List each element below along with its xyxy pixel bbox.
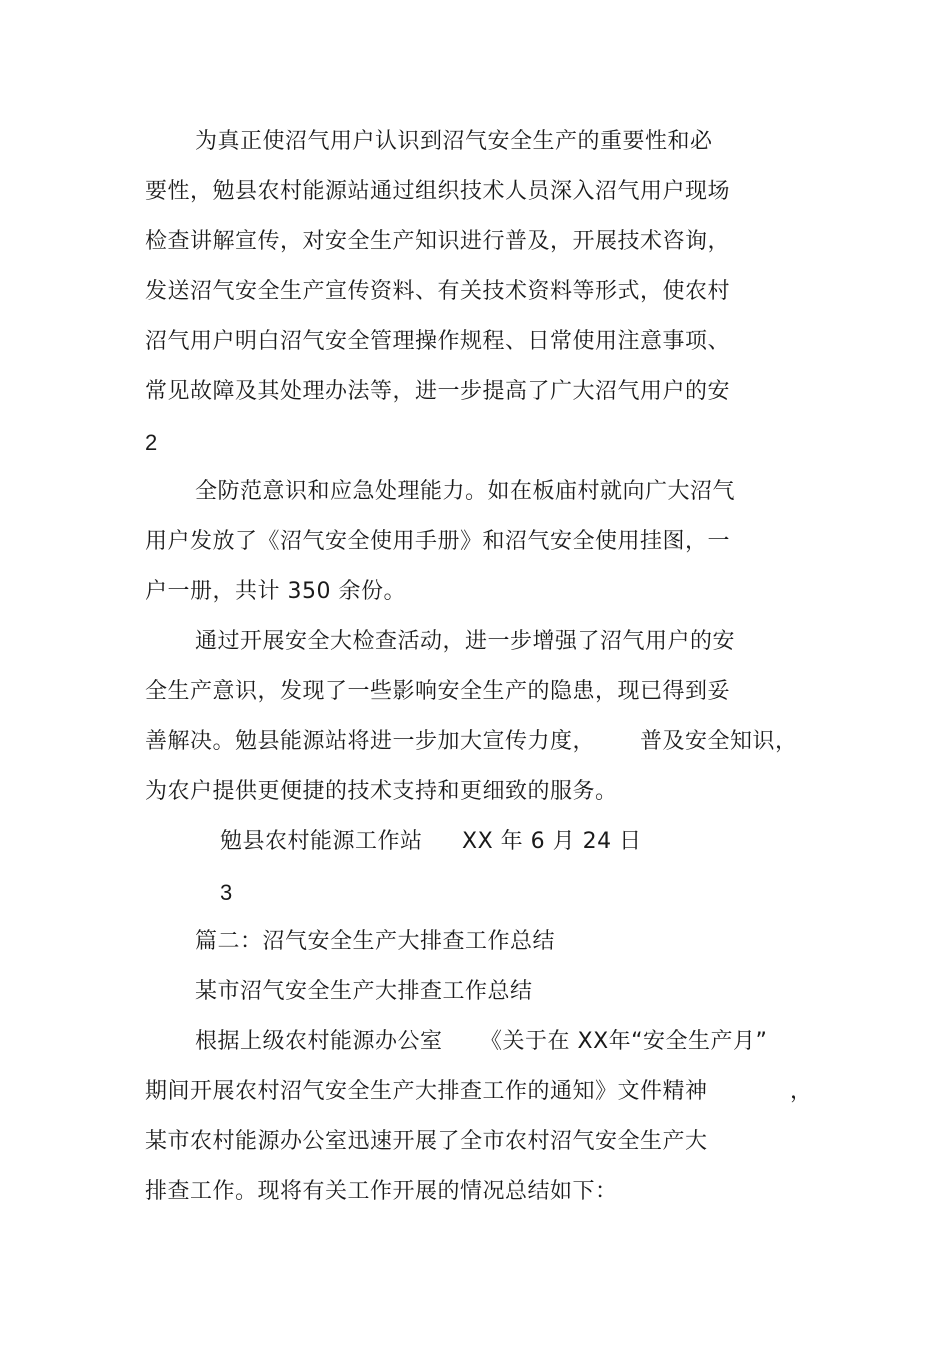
paragraph-line: 全生产意识，发现了一些影响安全生产的隐患，现已得到妥 xyxy=(145,679,731,704)
paragraph-line: 检查讲解宣传，对安全生产知识进行普及，开展技术咨询， xyxy=(145,229,731,254)
paragraph-line-fragment: 普及安全知识， xyxy=(640,729,798,754)
paragraph-line-fragment: 《关于在 XX年“安全生产月” xyxy=(480,1029,768,1054)
article-title: 某市沼气安全生产大排查工作总结 xyxy=(195,979,533,1004)
page-number: 2 xyxy=(145,430,158,455)
paragraph-line: 根据上级农村能源办公室 xyxy=(195,1029,443,1054)
signature-org: 勉县农村能源工作站 xyxy=(220,829,423,854)
paragraph-line: 通过开展安全大检查活动，进一步增强了沼气用户的安 xyxy=(195,629,736,654)
paragraph-line: 发送沼气安全生产宣传资料、有关技术资料等形式，使农村 xyxy=(145,279,731,304)
signature-date: XX 年 6 月 24 日 xyxy=(462,829,642,854)
paragraph-line: 善解决。勉县能源站将进一步加大宣传力度， xyxy=(145,729,596,754)
paragraph-line: 期间开展农村沼气安全生产大排查工作的通知》文件精神 xyxy=(145,1079,708,1104)
paragraph-line: 户一册，共计 350 余份。 xyxy=(145,579,406,604)
page-number: 3 xyxy=(220,880,233,905)
paragraph-line: 为农户提供更便捷的技术支持和更细致的服务。 xyxy=(145,779,618,804)
paragraph-line: 用户发放了《沼气安全使用手册》和沼气安全使用挂图，一 xyxy=(145,529,731,554)
paragraph-line: 某市农村能源办公室迅速开展了全市农村沼气安全生产大 xyxy=(145,1129,708,1154)
paragraph-line: 要性，勉县农村能源站通过组织技术人员深入沼气用户现场 xyxy=(145,179,731,204)
paragraph-line: 常见故障及其处理办法等，进一步提高了广大沼气用户的安 xyxy=(145,379,731,404)
paragraph-line: 排查工作。现将有关工作开展的情况总结如下： xyxy=(145,1179,618,1204)
punctuation-fragment: ， xyxy=(790,1079,813,1104)
paragraph-line: 全防范意识和应急处理能力。如在板庙村就向广大沼气 xyxy=(195,479,736,504)
section-heading: 篇二：沼气安全生产大排查工作总结 xyxy=(195,929,556,954)
paragraph-line: 为真正使沼气用户认识到沼气安全生产的重要性和必 xyxy=(195,129,713,154)
paragraph-line: 沼气用户明白沼气安全管理操作规程、日常使用注意事项、 xyxy=(145,329,731,354)
